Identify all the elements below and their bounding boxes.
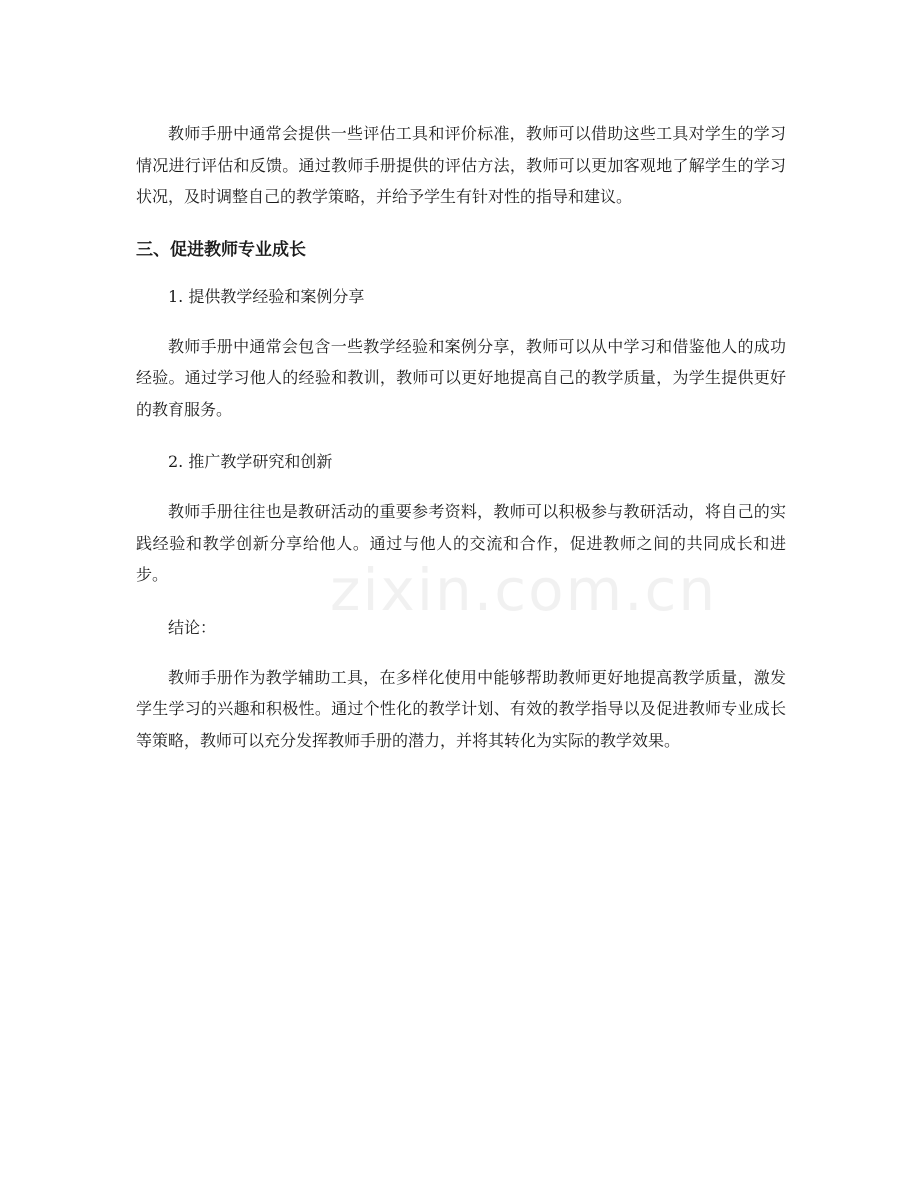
paragraph-evaluation-tools: 教师手册中通常会提供一些评估工具和评价标准，教师可以借助这些工具对学生的学习情况进行评估和反馈。通过教师手册提供的评估方法，教师可以更加客观地了解学生的学习状况，及时调整自己的教学策略，并给予学生有针对性的指导和建议。 — [136, 124, 786, 206]
document-body — [136, 118, 786, 778]
subheading-experience-sharing: 1. 提供教学经验和案例分享 — [168, 286, 365, 306]
watermark-logo: zixin.com.cn — [330, 556, 718, 624]
paragraph-conclusion: 教师手册作为教学辅助工具，在多样化使用中能够帮助教师更好地提高教学质量，激发学生学习的兴趣和积极性。通过个性化的教学计划、有效的教学指导以及促进教师专业成长等策略，教师可以充分发挥教师手册的潜力，并将其转化为实际的教学效果。 — [136, 667, 786, 750]
subheading-research-innovation: 2. 推广教学研究和创新 — [168, 452, 333, 471]
paragraph-research-innovation: 教师手册往往也是教研活动的重要参考资料，教师可以积极参与教研活动，将自己的实践经验和教学创新分享给他人。通过与他人的交流和合作，促进教师之间的共同成长和进步。 — [136, 502, 786, 584]
conclusion-label: 结论： — [168, 617, 217, 637]
section-heading-professional-growth: 三、促进教师专业成长 — [136, 239, 306, 260]
paragraph-experience-sharing: 教师手册中通常会包含一些教学经验和案例分享，教师可以从中学习和借鉴他人的成功经验。通过学习他人的经验和教训，教师可以更好地提高自己的教学质量，为学生提供更好的教育服务。 — [136, 336, 786, 419]
